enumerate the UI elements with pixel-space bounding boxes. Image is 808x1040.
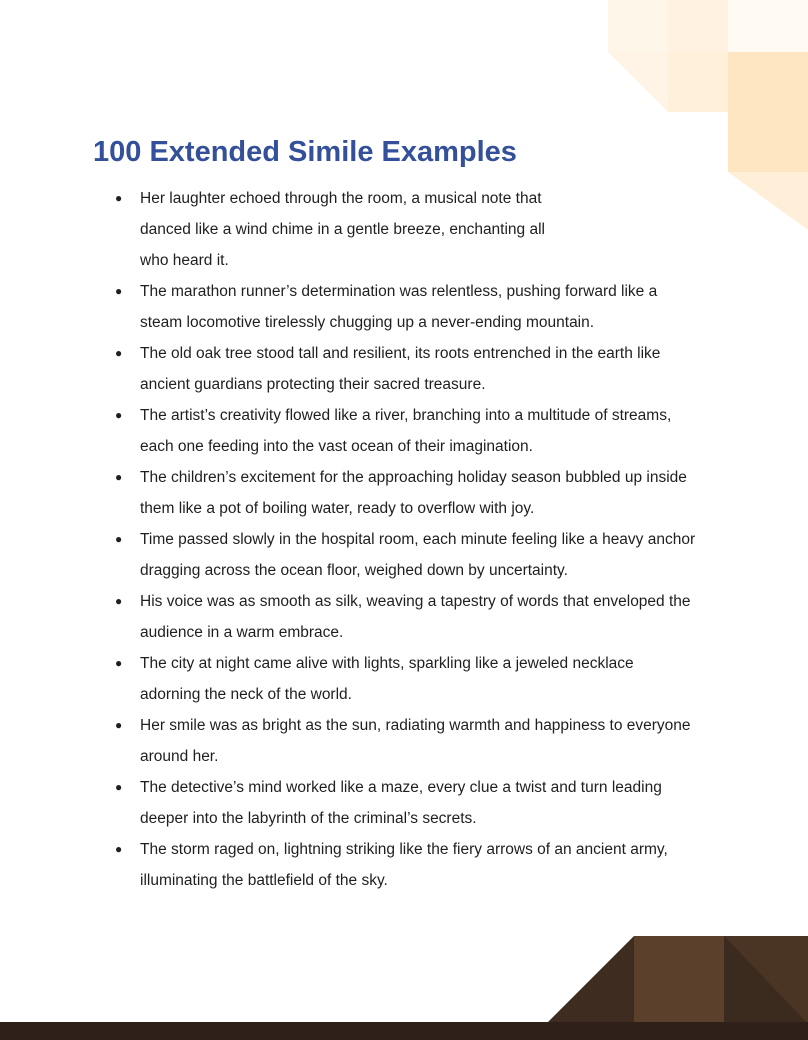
bullet-icon: ●	[115, 284, 123, 298]
simile-text: The old oak tree stood tall and resilient, its roots entrenched in the earth like ancient guardians protecting their sacred treasure.	[140, 345, 661, 393]
simile-text: The storm raged on, lightning striking like the fiery arrows of an ancient army, illuminating the battlefield of the sky.	[140, 841, 668, 889]
bullet-icon: ●	[115, 470, 123, 484]
list-item	[0, 276, 695, 338]
list-item	[0, 710, 695, 772]
list-item	[0, 400, 695, 462]
list-item	[0, 586, 695, 648]
bullet-icon: ●	[115, 191, 123, 205]
simile-list	[0, 183, 695, 896]
bullet-icon: ●	[115, 408, 123, 422]
bottom-bar	[0, 1022, 808, 1040]
bullet-icon: ●	[115, 718, 123, 732]
bullet-icon: ●	[115, 780, 123, 794]
list-item	[0, 462, 695, 524]
list-item	[0, 648, 695, 710]
list-item	[0, 834, 695, 896]
list-item	[0, 338, 695, 400]
simile-text: The marathon runner’s determination was relentless, pushing forward like a steam locomotive tirelessly chugging up a never-ending mountain.	[140, 283, 658, 331]
bullet-icon: ●	[115, 346, 123, 360]
simile-text: The city at night came alive with lights, sparkling like a jeweled necklace adorning the neck of the world.	[140, 655, 634, 703]
list-item	[0, 183, 695, 276]
bullet-icon: ●	[115, 532, 123, 546]
list-item	[0, 772, 695, 834]
bullet-icon: ●	[115, 594, 123, 608]
simile-text: Her smile was as bright as the sun, radiating warmth and happiness to everyone around her.	[140, 717, 691, 765]
simile-text: His voice was as smooth as silk, weaving a tapestry of words that enveloped the audience in a warm embrace.	[140, 593, 691, 641]
simile-text: Time passed slowly in the hospital room, each minute feeling like a heavy anchor dragging across the ocean floor, weighed down by uncertainty.	[140, 531, 696, 579]
simile-text: The children’s excitement for the approaching holiday season bubbled up inside them like a pot of boiling water, ready to overflow with joy.	[140, 469, 687, 517]
simile-text: The detective’s mind worked like a maze, every clue a twist and turn leading deeper into the labyrinth of the criminal’s secrets.	[140, 779, 662, 827]
bullet-icon: ●	[115, 842, 123, 856]
bullet-icon: ●	[115, 656, 123, 670]
simile-text: Her laughter echoed through the room, a musical note that danced like a wind chime in a gentle breeze, enchanting all who heard it.	[140, 190, 545, 269]
simile-text: The artist’s creativity flowed like a river, branching into a multitude of streams, each one feeding into the vast ocean of their imagination.	[140, 407, 672, 455]
list-item	[0, 524, 695, 586]
page-title: 100 Extended Simile Examples	[93, 136, 517, 168]
